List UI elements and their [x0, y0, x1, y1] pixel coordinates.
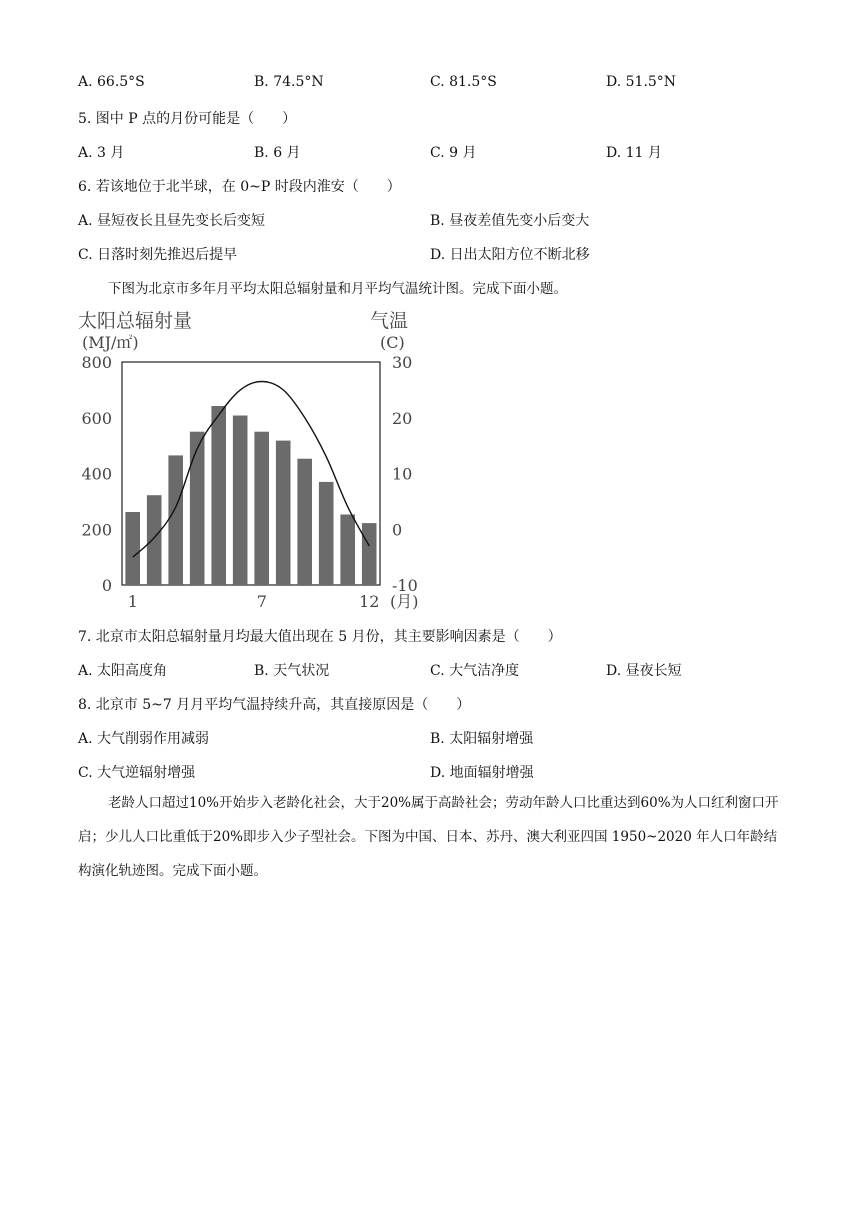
- q4-option-c: C. 81.5°S: [430, 74, 497, 90]
- radiation-bar: [340, 515, 355, 586]
- radiation-bar: [211, 406, 226, 585]
- radiation-bar: [125, 512, 140, 585]
- q6-option-a: A. 昼短夜长且昼先变长后变短: [78, 213, 266, 229]
- q7-stem: 7. 北京市太阳总辐射量月均最大值出现在 5 月份，其主要影响因素是（ ）: [78, 629, 562, 645]
- q7-option-d: D. 昼夜长短: [606, 663, 682, 679]
- left-tick-label: 0: [101, 576, 112, 595]
- right-tick-label: 30: [392, 353, 413, 372]
- right-tick-label: 0: [392, 520, 403, 540]
- radiation-bar: [190, 432, 205, 585]
- radiation-bar: [254, 432, 269, 585]
- q4-option-d: D. 51.5°N: [606, 74, 677, 90]
- right-axis-label: 气温: [370, 310, 409, 332]
- radiation-bar: [168, 455, 183, 585]
- q7-option-c: C. 大气洁净度: [430, 663, 520, 679]
- x-axis-unit: (月): [390, 592, 419, 611]
- radiation-bar: [147, 495, 162, 585]
- radiation-bar: [297, 459, 312, 585]
- q6-stem: 6. 若该地位于北半球，在 0~P 时段内淮安（ ）: [78, 179, 401, 195]
- q7-option-b: B. 天气状况: [254, 663, 330, 679]
- x-tick-label: 1: [127, 592, 138, 611]
- chart-svg: [70, 300, 440, 620]
- q5-option-c: C. 9 月: [430, 145, 477, 161]
- q8-option-c: C. 大气逆辐射增强: [78, 765, 196, 781]
- right-tick-label: 20: [392, 408, 413, 428]
- q8-option-a: A. 大气削弱作用减弱: [78, 731, 210, 747]
- radiation-bar: [233, 416, 248, 586]
- q4-option-b: B. 74.5°N: [254, 74, 324, 90]
- left-axis-label: 太阳总辐射量: [78, 310, 193, 332]
- q5-option-d: D. 11 月: [606, 145, 662, 161]
- radiation-bar: [319, 482, 334, 585]
- right-axis-unit: (C): [380, 333, 405, 352]
- right-tick-label: 10: [392, 464, 413, 484]
- temperature-line: [133, 382, 369, 558]
- left-tick-label: 600: [81, 408, 112, 428]
- left-tick-label: 400: [81, 464, 112, 484]
- x-tick-label: 7: [256, 592, 267, 611]
- q8-option-b: B. 太阳辐射增强: [430, 731, 534, 747]
- x-tick-label: 12: [359, 592, 380, 611]
- radiation-bar: [276, 441, 291, 585]
- left-tick-label: 800: [81, 353, 112, 372]
- q7-option-a: A. 太阳高度角: [78, 663, 168, 679]
- population-intro: 老龄人口超过10%开始步入老龄化社会，大于20%属于高龄社会；劳动年龄人口比重达到60%为人口红利窗口开启；少儿人口比重低于20%即步入少子型社会。下图为中国、日本、苏丹、澳大利亚四国 1950~2020 年人口年龄结构演化轨迹图。完成下面小题。: [78, 795, 779, 879]
- q6-option-c: C. 日落时刻先推迟后提早: [78, 247, 238, 263]
- radiation-bar: [362, 523, 377, 585]
- left-axis-unit: (MJ/㎡): [82, 333, 139, 352]
- q4-option-a: A. 66.5°S: [78, 74, 145, 90]
- right-tick-label: -10: [392, 576, 418, 595]
- climate-chart: [70, 300, 440, 620]
- q8-stem: 8. 北京市 5~7 月月平均气温持续升高，其直接原因是（ ）: [78, 697, 471, 713]
- q5-stem: 5. 图中 P 点的月份可能是（ ）: [78, 111, 297, 127]
- left-tick-label: 200: [81, 520, 112, 540]
- q5-option-a: A. 3 月: [78, 145, 125, 161]
- q6-option-b: B. 昼夜差值先变小后变大: [430, 213, 590, 229]
- chart-intro: 下图为北京市多年月平均太阳总辐射量和月平均气温统计图。完成下面小题。: [108, 281, 567, 297]
- q5-option-b: B. 6 月: [254, 145, 301, 161]
- q6-option-d: D. 日出太阳方位不断北移: [430, 247, 590, 263]
- q8-option-d: D. 地面辐射增强: [430, 765, 534, 781]
